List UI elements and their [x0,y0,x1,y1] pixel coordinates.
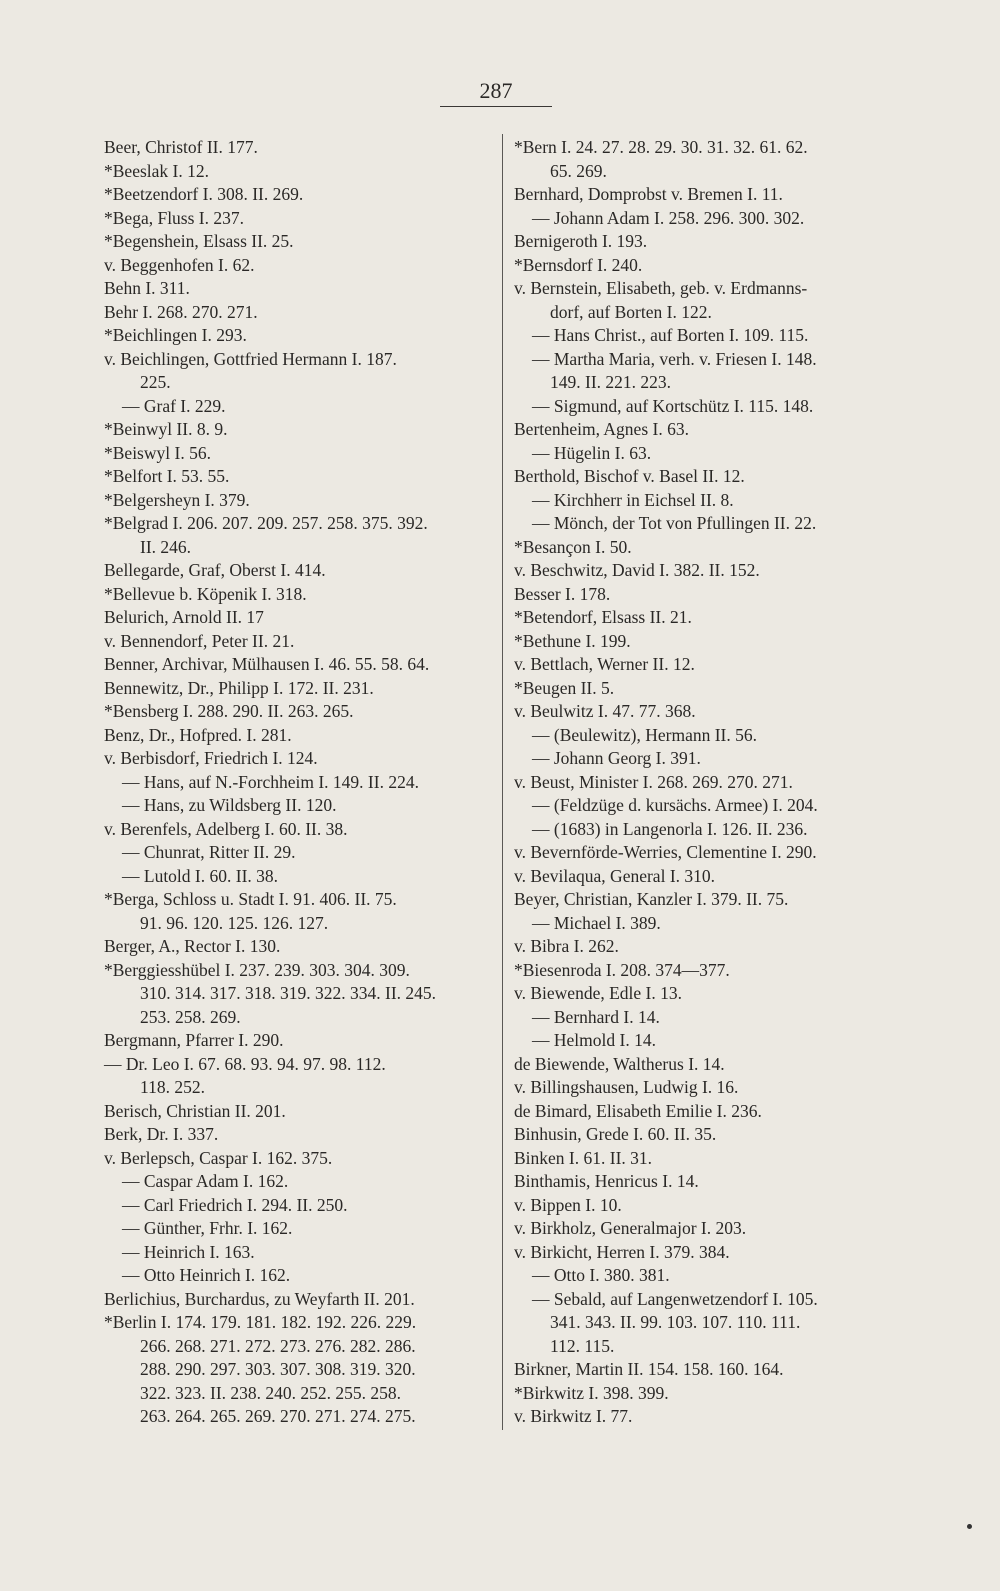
column-divider [502,134,503,1430]
index-entry-continuation: 149. II. 221. 223. [550,372,672,392]
index-entry [514,583,904,607]
index-entry-text: Berger, A., Rector I. 130. [104,936,281,956]
index-entry [104,1029,492,1053]
index-entry [514,912,904,936]
index-entry-continuation: 65. 269. [550,160,607,181]
index-entry [514,183,904,207]
index-entry-continuation: dorf, auf Borten I. 122. [550,301,712,322]
index-entry-text: v. Bippen I. 10. [514,1194,622,1215]
index-entry [104,1264,492,1288]
index-entry-text: — Johann Georg I. 391. [532,748,701,768]
index-entry-text: *Belfort I. 53. 55. [104,466,230,486]
index-entry-text: *Beugen II. 5. [514,677,615,698]
index-entry [514,865,904,889]
index-entry-continuation: 322. 323. II. 238. 240. 252. 255. 258. [140,1382,402,1403]
index-entry [514,442,904,466]
index-entry [104,512,492,559]
index-entry-text: — Graf I. 229. [122,395,226,416]
index-entry-text: v. Beichlingen, Gottfried Hermann I. 187. [104,348,397,369]
index-entry-text: — Martha Maria, verh. v. Friesen I. 148. [532,348,817,369]
index-entry [104,630,492,654]
index-entry-continuation: 288. 290. 297. 303. 307. 308. 319. 320. [140,1359,416,1379]
index-entry-text: *Beetzendorf I. 308. II. 269. [104,184,304,204]
index-entry [104,677,492,701]
index-entry [514,794,904,818]
index-entry [514,1264,904,1288]
index-entry [514,559,904,583]
index-entry [514,606,904,630]
index-entry [514,465,904,489]
index-entry [104,1123,492,1147]
index-entry-text: *Bega, Fluss I. 237. [104,207,244,228]
index-entry-text: Binhusin, Grede I. 60. II. 35. [514,1124,717,1144]
index-entry [514,1405,904,1429]
index-entry [514,136,904,183]
index-entry-text: — Otto Heinrich I. 162. [122,1265,291,1285]
index-entry [514,1382,904,1406]
index-entry [104,583,492,607]
index-entry-text: Belurich, Arnold II. 17 [104,607,264,627]
index-entry-text: v. Beggenhofen I. 62. [104,254,255,275]
index-entry-text: — Bernhard I. 14. [532,1006,660,1027]
index-entry-text: Berk, Dr. I. 337. [104,1124,219,1144]
index-entry-text: — Johann Adam I. 258. 296. 300. 302. [532,207,805,228]
index-entry-text: — Caspar Adam I. 162. [122,1171,289,1191]
index-entry [104,395,492,419]
index-entry-text: *Birkwitz I. 398. 399. [514,1382,669,1403]
index-entry [104,771,492,795]
index-entry-text: — (Beulewitz), Hermann II. 56. [532,724,757,745]
index-entry [104,183,492,207]
index-entry-text: *Beeslak I. 12. [104,160,209,181]
index-entry-text: v. Biewende, Edle I. 13. [514,983,682,1003]
index-entry-text: Bergmann, Pfarrer I. 290. [104,1030,284,1050]
index-entry [514,1217,904,1241]
index-entry-continuation: 118. 252. [140,1077,205,1097]
index-entry-text: Binthamis, Henricus I. 14. [514,1171,699,1191]
index-entry-text: *Belgersheyn I. 379. [104,489,250,510]
index-entry [514,536,904,560]
index-entry [514,512,904,536]
index-entry [514,1170,904,1194]
index-entry [514,1006,904,1030]
index-entry-text: *Bern I. 24. 27. 28. 29. 30. 31. 32. 61. 62. [514,137,808,157]
index-entry-text: — Carl Friedrich I. 294. II. 250. [122,1194,348,1215]
index-entry [514,959,904,983]
index-entry [104,700,492,724]
index-entry [514,700,904,724]
index-entry [514,747,904,771]
index-entry [104,1288,492,1312]
index-entry [104,865,492,889]
index-entry-text: — Mönch, der Tot von Pfullingen II. 22. [532,513,817,533]
index-entry-text: v. Bevernförde-Werries, Clementine I. 290. [514,842,817,862]
index-entry-text: v. Birkwitz I. 77. [514,1406,633,1426]
index-entry [104,959,492,1030]
index-entry [514,653,904,677]
index-entry-text: v. Beust, Minister I. 268. 269. 270. 271. [514,771,793,792]
index-entry-text: *Beichlingen I. 293. [104,325,247,345]
index-entry-continuation: 91. 96. 120. 125. 126. 127. [140,912,329,933]
index-entry-text: Birkner, Martin II. 154. 158. 160. 164. [514,1359,784,1379]
index-entry-text: Behr I. 268. 270. 271. [104,301,258,322]
index-entry-text: Binken I. 61. II. 31. [514,1147,653,1168]
index-entry [514,771,904,795]
index-entry [514,724,904,748]
index-entry-text: — Chunrat, Ritter II. 29. [122,842,296,862]
index-entry-continuation: 266. 268. 271. 272. 273. 276. 282. 286. [140,1335,416,1356]
index-entry [104,653,492,677]
index-entry [514,348,904,395]
index-entry-continuation: 263. 264. 265. 269. 270. 271. 274. 275. [140,1406,416,1426]
index-entry [514,277,904,324]
index-entry-text: *Biesenroda I. 208. 374—377. [514,959,730,980]
index-entry [104,254,492,278]
index-entry-text: *Besançon I. 50. [514,536,632,557]
index-entry [514,888,904,912]
index-entry-text: — Helmold I. 14. [532,1030,656,1050]
index-entry [104,935,492,959]
index-entry [514,1288,904,1359]
index-entry-text: — (Feldzüge d. kursächs. Armee) I. 204. [532,795,818,815]
index-entry-text: Besser I. 178. [514,583,611,604]
index-entry [104,1100,492,1124]
stray-ink-dot [967,1524,972,1529]
index-entry [104,301,492,325]
header-rule [440,106,552,107]
index-entry-continuation: 341. 343. II. 99. 103. 107. 110. 111. [550,1312,801,1332]
index-entry [104,747,492,771]
index-entry [104,888,492,935]
index-entry [514,630,904,654]
index-entry-text: Beyer, Christian, Kanzler I. 379. II. 75. [514,889,789,909]
index-entry [104,324,492,348]
index-entry-text: — Hans Christ., auf Borten I. 109. 115. [532,325,809,345]
index-entry [514,677,904,701]
index-entry-text: — Heinrich I. 163. [122,1241,255,1262]
index-entry [514,418,904,442]
index-entry-text: — Sebald, auf Langenwetzendorf I. 105. [532,1288,818,1309]
index-entry-text: de Bimard, Elisabeth Emilie I. 236. [514,1100,762,1121]
index-entry [514,841,904,865]
index-entry [104,348,492,395]
index-entry-text: *Bethune I. 199. [514,630,631,651]
index-entry-text: — (1683) in Langenorla I. 126. II. 236. [532,818,808,839]
index-entry-text: v. Berlepsch, Caspar I. 162. 375. [104,1147,333,1168]
index-entry-text: — Kirchherr in Eichsel II. 8. [532,489,734,510]
index-entry [514,230,904,254]
index-entry-text: Berthold, Bischof v. Basel II. 12. [514,466,745,486]
index-entry [514,254,904,278]
index-entry [104,442,492,466]
index-entry-text: *Begenshein, Elsass II. 25. [104,231,294,251]
index-entry-text: v. Berenfels, Adelberg I. 60. II. 38. [104,818,348,839]
index-entry-text: — Hans, zu Wildsberg II. 120. [122,795,337,815]
index-entry [104,794,492,818]
index-entry [514,324,904,348]
index-entry [104,1194,492,1218]
index-entry-text: Berisch, Christian II. 201. [104,1100,286,1121]
index-entry-text: Bernigeroth I. 193. [514,231,648,251]
page-number: 287 [479,78,513,103]
index-entry-text: v. Beulwitz I. 47. 77. 368. [514,701,696,721]
index-entry [514,1123,904,1147]
index-entry-text: — Otto I. 380. 381. [532,1265,670,1285]
index-entry [104,207,492,231]
index-entry [514,818,904,842]
index-entry-text: — Hans, auf N.-Forchheim I. 149. II. 224. [122,771,419,792]
index-entry-text: de Biewende, Waltherus I. 14. [514,1053,725,1074]
index-entry-text: Behn I. 311. [104,278,190,298]
index-entry-text: v. Bennendorf, Peter II. 21. [104,630,295,651]
index-entry [514,1147,904,1171]
index-entry [514,935,904,959]
index-entry [104,277,492,301]
index-entry-text: — Sigmund, auf Kortschütz I. 115. 148. [532,395,814,416]
index-entry-text: — Dr. Leo I. 67. 68. 93. 94. 97. 98. 112. [104,1053,386,1074]
index-entry [104,1311,492,1429]
index-entry-text: Bernhard, Domprobst v. Bremen I. 11. [514,184,783,204]
index-entry-text: Bellegarde, Graf, Oberst I. 414. [104,560,326,580]
index-entry-text: *Betendorf, Elsass II. 21. [514,607,692,627]
index-entry [514,1029,904,1053]
index-entry [514,1053,904,1077]
index-entry-text: v. Berbisdorf, Friedrich I. 124. [104,748,318,768]
index-entry-text: *Bensberg I. 288. 290. II. 263. 265. [104,701,354,721]
index-entry-text: v. Bibra I. 262. [514,936,619,956]
index-entry [514,489,904,513]
index-entry-text: v. Birkicht, Herren I. 379. 384. [514,1241,730,1262]
index-entry-text: *Bernsdorf I. 240. [514,254,643,275]
index-entry-text: *Berga, Schloss u. Stadt I. 91. 406. II. 75. [104,889,397,909]
index-entry [514,982,904,1006]
index-entry [514,1358,904,1382]
index-entry [104,1241,492,1265]
index-entry-text: v. Billingshausen, Ludwig I. 16. [514,1077,739,1097]
index-entry-text: *Belgrad I. 206. 207. 209. 257. 258. 375. 392. [104,513,428,533]
index-entry-continuation: II. 246. [140,536,192,557]
index-entry [104,606,492,630]
index-entry [514,1076,904,1100]
index-entry [104,230,492,254]
index-entry-continuation: 310. 314. 317. 318. 319. 322. 334. II. 245. [140,983,437,1003]
index-entry [104,418,492,442]
index-entry-text: *Berggiesshübel I. 237. 239. 303. 304. 309. [104,959,410,980]
index-entry-text: v. Bettlach, Werner II. 12. [514,654,695,674]
index-entry-text: *Berlin I. 174. 179. 181. 182. 192. 226. 229. [104,1312,417,1332]
index-entry [104,1147,492,1171]
index-entry [104,559,492,583]
index-entry [104,1170,492,1194]
index-entry-text: *Beinwyl II. 8. 9. [104,419,228,439]
index-entry-continuation: 225. [140,372,171,392]
index-entry [104,1217,492,1241]
index-entry-text: — Michael I. 389. [532,912,661,933]
index-entry [104,724,492,748]
index-entry-continuation: 253. 258. 269. [140,1006,241,1027]
index-entry-continuation: 112. 115. [550,1335,615,1356]
index-entry-text: — Günther, Frhr. I. 162. [122,1218,293,1238]
index-entry [514,1194,904,1218]
index-entry [104,160,492,184]
index-entry-text: Bertenheim, Agnes I. 63. [514,419,689,439]
index-entry [104,465,492,489]
index-entry-text: Bennewitz, Dr., Philipp I. 172. II. 231. [104,677,374,698]
index-entry-text: v. Beschwitz, David I. 382. II. 152. [514,560,760,580]
index-entry-text: v. Bevilaqua, General I. 310. [514,865,716,886]
index-entry-text: — Lutold I. 60. II. 38. [122,865,279,886]
index-entry [104,136,492,160]
index-entry [104,1053,492,1100]
index-entry-text: Beer, Christof II. 177. [104,137,258,157]
index-entry-text: v. Bernstein, Elisabeth, geb. v. Erdmanns- [514,278,808,298]
right-index-column [514,136,904,1429]
index-entry [104,818,492,842]
left-index-column [104,136,492,1429]
index-entry-text: Benz, Dr., Hofpred. I. 281. [104,724,292,745]
index-entry [104,489,492,513]
index-entry [514,207,904,231]
index-entry-text: *Beiswyl I. 56. [104,442,211,463]
index-entry [514,1241,904,1265]
index-entry-text: — Hügelin I. 63. [532,442,652,463]
index-entry [514,1100,904,1124]
index-entry-text: Benner, Archivar, Mülhausen I. 46. 55. 58. 64. [104,654,430,674]
index-entry [104,841,492,865]
index-entry-text: v. Birkholz, Generalmajor I. 203. [514,1218,747,1238]
index-entry-text: *Bellevue b. Köpenik I. 318. [104,583,307,604]
index-entry-text: Berlichius, Burchardus, zu Weyfarth II. 201. [104,1288,415,1309]
index-entry [514,395,904,419]
